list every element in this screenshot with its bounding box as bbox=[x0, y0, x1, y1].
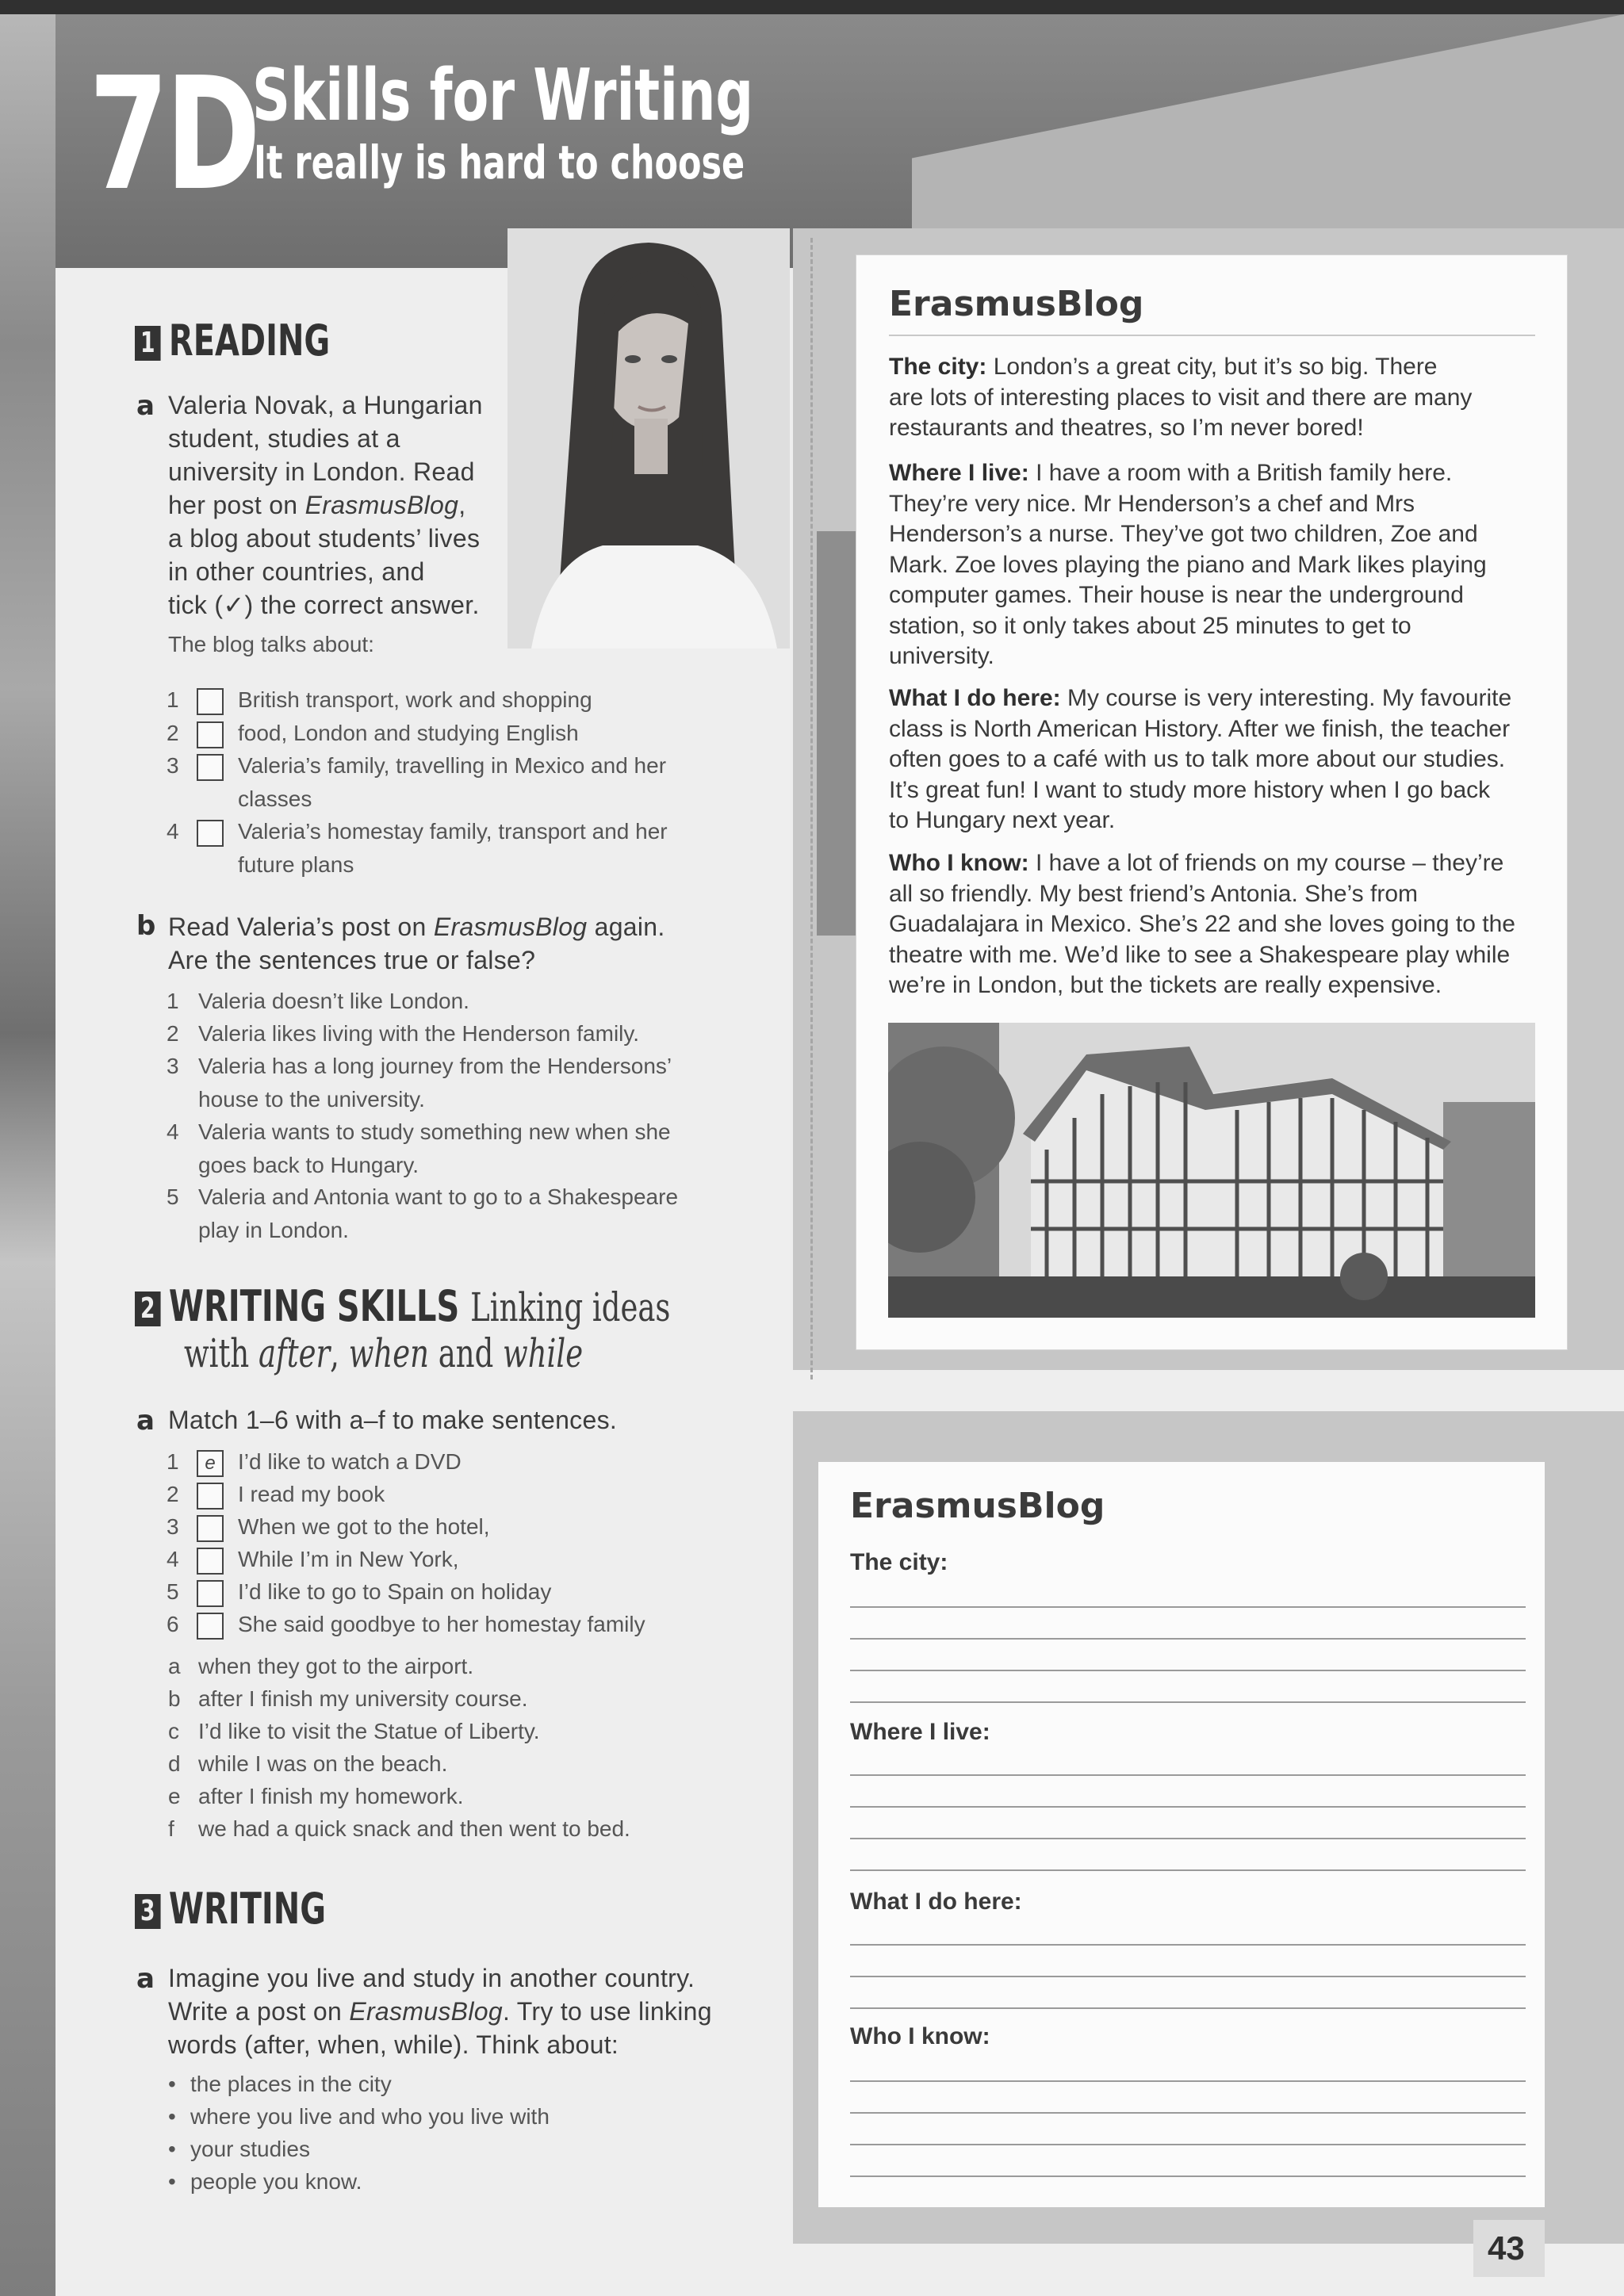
section-number: 2 bbox=[135, 1292, 161, 1326]
unit-title: Skills for Writing bbox=[252, 54, 754, 137]
exercise-letter: b bbox=[136, 910, 156, 942]
true-false-sentence: 4 Valeria wants to study something new when she goes back to Hungary. bbox=[167, 1119, 671, 1177]
student-portrait-photo bbox=[508, 228, 790, 649]
answer-box[interactable] bbox=[197, 1548, 224, 1575]
true-false-sentence: 1 Valeria doesn’t like London. bbox=[167, 989, 469, 1013]
decorative-bar bbox=[817, 531, 858, 936]
unit-code: 7D bbox=[89, 44, 258, 225]
tick-box[interactable] bbox=[197, 754, 224, 781]
match-ending: f we had a quick snack and then went to bed. bbox=[168, 1816, 630, 1841]
section-title: WRITING bbox=[168, 1884, 327, 1934]
section-number: 3 bbox=[135, 1894, 161, 1929]
bullet-point: • where you live and who you live with bbox=[168, 2104, 550, 2129]
writing-line[interactable] bbox=[850, 2112, 1526, 2114]
writing-line[interactable] bbox=[850, 1606, 1526, 1608]
template-label-where-i-live: Where I live: bbox=[850, 1719, 990, 1745]
reading-a-instruction: Valeria Novak, a Hungarian student, studies at a university in London. Read her post on ErasmusBlog, a blog about students’ lives in other countries, and tick (✓) the correct answer. bbox=[168, 391, 483, 619]
answer-box[interactable] bbox=[197, 1613, 224, 1640]
blog-section-city: The city: London’s a great city, but it’s so big. There are lots of interesting places to visit and there are many restaurants and theatres, so I’m never bored! bbox=[889, 354, 1473, 441]
section-title: READING bbox=[168, 316, 331, 365]
writing-line[interactable] bbox=[850, 1701, 1526, 1703]
answer-option[interactable]: 4 Valeria’s homestay family, transport and her future plans bbox=[167, 819, 668, 877]
match-ending: e after I finish my homework. bbox=[168, 1784, 464, 1808]
writing-skills-heading bbox=[135, 1281, 670, 1331]
writing-line[interactable] bbox=[850, 1976, 1526, 1977]
true-false-sentence: 5 Valeria and Antonia want to go to a Shakespeare play in London. bbox=[167, 1184, 679, 1242]
page-number: 43 bbox=[1488, 2229, 1525, 2267]
writing-line[interactable] bbox=[850, 1944, 1526, 1946]
exercise-letter: a bbox=[136, 390, 155, 422]
section-title: WRITING SKILLS bbox=[168, 1281, 460, 1331]
blog-title-rule bbox=[889, 335, 1535, 336]
writing-line[interactable] bbox=[850, 2007, 1526, 2009]
tick-box[interactable] bbox=[197, 688, 224, 715]
answer-option[interactable]: 3 Valeria’s family, travelling in Mexico and her classes bbox=[167, 753, 667, 811]
answer-box[interactable] bbox=[197, 1580, 224, 1607]
template-label-who-i-know: Who I know: bbox=[850, 2023, 990, 2049]
writing-line[interactable] bbox=[850, 1670, 1526, 1671]
writing-skills-subtitle-line2: with after, when and while bbox=[184, 1330, 584, 1376]
tick-box[interactable] bbox=[197, 721, 224, 748]
answer-box[interactable] bbox=[197, 1483, 224, 1510]
writing-line[interactable] bbox=[850, 1869, 1526, 1871]
match-ending: a when they got to the airport. bbox=[168, 1654, 474, 1678]
writing-line[interactable] bbox=[850, 1806, 1526, 1808]
writing-line[interactable] bbox=[850, 2175, 1526, 2177]
writing-a-instruction: Imagine you live and study in another country. Write a post on ErasmusBlog. Try to use linking words (after, when, while). Think about: bbox=[168, 1964, 712, 2059]
writing-line[interactable] bbox=[850, 1838, 1526, 1839]
section-subtitle: Linking ideas bbox=[470, 1284, 671, 1330]
match-ending: d while I was on the beach. bbox=[168, 1751, 448, 1776]
section-number: 1 bbox=[135, 326, 161, 361]
match-ending: c I’d like to visit the Statue of Liberty. bbox=[168, 1719, 540, 1743]
globe-theatre-photo bbox=[888, 1023, 1535, 1318]
writing-line[interactable] bbox=[850, 1638, 1526, 1640]
dashed-divider bbox=[810, 238, 813, 1380]
blog-section-who-i-know: Who I know: I have a lot of friends on my course – they’re all so friendly. My best friend’s Antonia. She’s from Guadalajara in Mexico. She’s 22 and she loves going to the theatre with me. We’d like to see a Shakespeare play while we’re in London, but the tickets are really expensive. bbox=[889, 850, 1515, 998]
blog-section-what-i-do: What I do here: My course is very interesting. My favourite class is North American History. After we finish, the teacher often goes to a café with us to talk more about our studies. It’s great fun! I want to study more history when I go back to Hungary next year. bbox=[889, 685, 1512, 833]
top-strip bbox=[0, 0, 1624, 14]
blog-title: ErasmusBlog bbox=[889, 284, 1144, 324]
blog-section-where-i-live: Where I live: I have a room with a British family here. They’re very nice. Mr Henderson’s a chef and Mrs Henderson’s a nurse. They’ve got two children, Zoe and Mark. Zoe loves playing the piano and Mark likes playing computer games. Their house is near the underground station, so it only takes about 25 minutes to get to university. bbox=[889, 460, 1487, 669]
writing-skills-a-instruction: Match 1–6 with a–f to make sentences. bbox=[168, 1406, 618, 1434]
unit-subtitle: It really is hard to choose bbox=[254, 136, 745, 189]
match-item[interactable]: 3 When we got to the hotel, bbox=[167, 1510, 722, 1544]
reading-heading bbox=[135, 316, 330, 365]
writing-heading bbox=[135, 1884, 326, 1934]
match-item[interactable]: 5 I’d like to go to Spain on holiday bbox=[167, 1575, 722, 1609]
template-title: ErasmusBlog bbox=[850, 1486, 1105, 1526]
answer-box[interactable]: e bbox=[197, 1450, 224, 1477]
match-item[interactable]: 2 I read my book bbox=[167, 1478, 722, 1511]
match-item[interactable]: 1 e I’d like to watch a DVD bbox=[167, 1445, 722, 1479]
answer-option[interactable]: 1 British transport, work and shopping bbox=[167, 683, 722, 717]
true-false-sentence: 2 Valeria likes living with the Henderson family. bbox=[167, 1021, 640, 1046]
answer-box[interactable] bbox=[197, 1515, 224, 1542]
exercise-letter: a bbox=[136, 1405, 155, 1437]
exercise-letter: a bbox=[136, 1963, 155, 1995]
true-false-sentence: 3 Valeria has a long journey from the Hendersons’ house to the university. bbox=[167, 1054, 672, 1112]
reading-b-instruction: Read Valeria’s post on ErasmusBlog again. Are the sentences true or false? bbox=[168, 913, 665, 974]
writing-line[interactable] bbox=[850, 2144, 1526, 2145]
tick-box[interactable] bbox=[197, 820, 224, 847]
match-item[interactable]: 6 She said goodbye to her homestay family bbox=[167, 1608, 722, 1641]
bullet-point: • the places in the city bbox=[168, 2072, 392, 2096]
blog-template-card bbox=[818, 1462, 1545, 2207]
reading-a-prompt: The blog talks about: bbox=[168, 632, 374, 656]
writing-line[interactable] bbox=[850, 1774, 1526, 1776]
bullet-point: • people you know. bbox=[168, 2169, 362, 2194]
writing-line[interactable] bbox=[850, 2080, 1526, 2082]
template-label-what-i-do: What I do here: bbox=[850, 1888, 1022, 1915]
template-label-city: The city: bbox=[850, 1549, 948, 1575]
bullet-point: • your studies bbox=[168, 2137, 310, 2161]
answer-option[interactable]: 2 food, London and studying English bbox=[167, 717, 722, 750]
match-ending: b after I finish my university course. bbox=[168, 1686, 528, 1711]
match-item[interactable]: 4 While I’m in New York, bbox=[167, 1543, 722, 1576]
